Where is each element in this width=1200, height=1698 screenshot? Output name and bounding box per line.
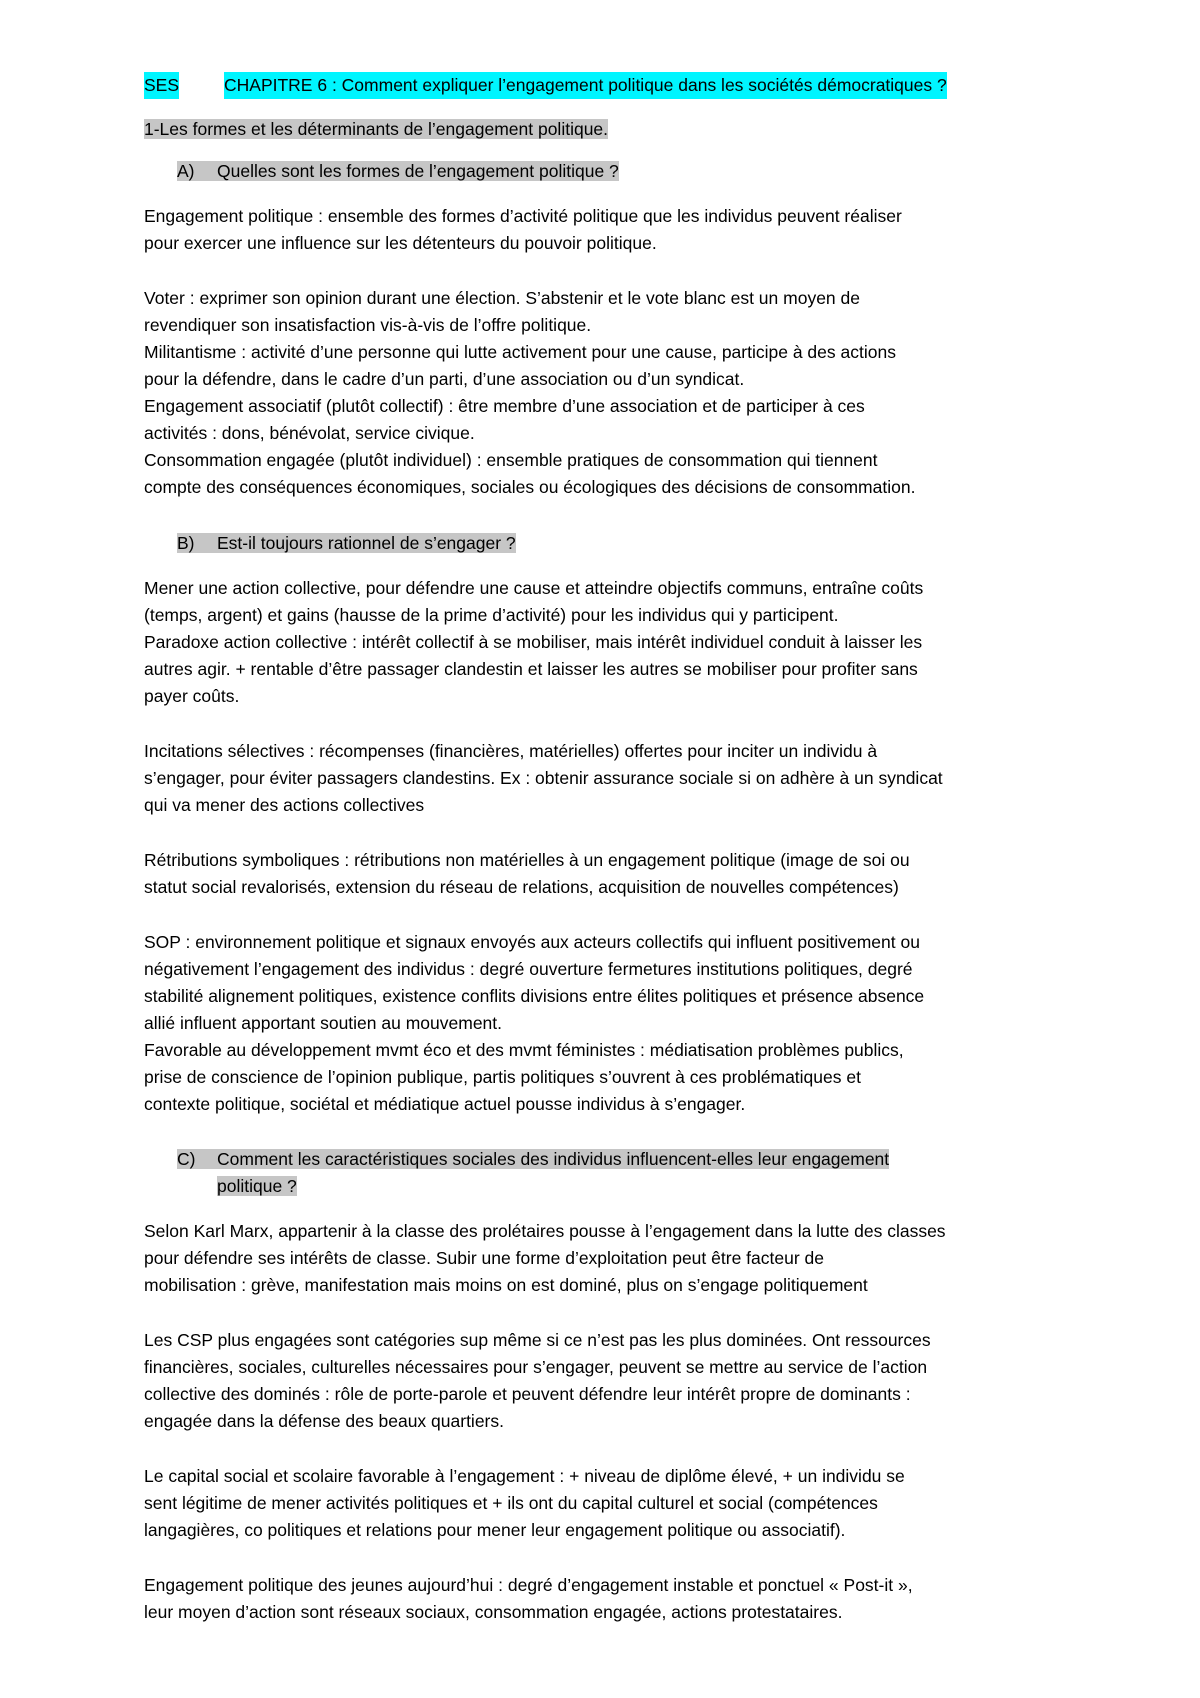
paragraph-line: payer coûts. — [144, 686, 240, 706]
paragraph-line: langagières, co politiques et relations pour mener leur engagement politique ou associatif). — [144, 1520, 846, 1540]
paragraph-line: Les CSP plus engagées sont catégories sup même si ce n’est pas les plus dominées. Ont ressources — [144, 1330, 931, 1350]
subsection-c-heading-continued — [217, 1173, 297, 1200]
paragraph-line: SOP : environnement politique et signaux envoyés aux acteurs collectifs qui influent positivement ou — [144, 932, 920, 952]
paragraph-line: sent légitime de mener activités politiques et + ils ont du capital culturel et social (compétences — [144, 1493, 878, 1513]
paragraph-line: Engagement politique : ensemble des formes d’activité politique que les individus peuvent réaliser — [144, 206, 902, 226]
paragraph-line: Paradoxe action collective : intérêt collectif à se mobiliser, mais intérêt individuel conduit à laisser les — [144, 632, 923, 652]
subsection-c-title-line1: Comment les caractéristiques sociales des individus influencent-elles leur engagement — [217, 1149, 890, 1169]
paragraph-line: pour exercer une influence sur les détenteurs du pouvoir politique. — [144, 233, 657, 253]
paragraph-line: compte des conséquences économiques, sociales ou écologiques des décisions de consommation. — [144, 477, 916, 497]
paragraph-line: Engagement associatif (plutôt collectif) : être membre d’une association et de participer à ces — [144, 396, 865, 416]
subsection-b-title: Est-il toujours rationnel de s’engager ? — [217, 533, 516, 553]
subsection-b-label: B) — [177, 533, 195, 553]
paragraph-line: revendiquer son insatisfaction vis-à-vis de l’offre politique. — [144, 315, 592, 335]
section-1-title: 1-Les formes et les déterminants de l’engagement politique. — [144, 119, 609, 139]
paragraph-line: pour défendre ses intérêts de classe. Subir une forme d’exploitation peut être facteur de — [144, 1248, 824, 1268]
paragraph-line: Voter : exprimer son opinion durant une élection. S’abstenir et le vote blanc est un moyen de — [144, 288, 860, 308]
paragraph-line: autres agir. + rentable d’être passager clandestin et laisser les autres se mobiliser pour profiter sans — [144, 659, 918, 679]
paragraph-line: Militantisme : activité d’une personne qui lutte activement pour une cause, participe à des actions — [144, 342, 896, 362]
paragraph-line: négativement l’engagement des individus : degré ouverture fermetures institutions politiques, degré — [144, 959, 913, 979]
paragraph-line: mobilisation : grève, manifestation mais moins on est dominé, plus on s’engage politiquement — [144, 1275, 868, 1295]
paragraph-line: allié influent apportant soutien au mouvement. — [144, 1013, 503, 1033]
paragraph-line: (temps, argent) et gains (hausse de la prime d’activité) pour les individus qui y participent. — [144, 605, 839, 625]
paragraph-line: pour la défendre, dans le cadre d’un parti, d’une association ou d’un syndicat. — [144, 369, 745, 389]
paragraph-line: Mener une action collective, pour défendre une cause et atteindre objectifs communs, entraîne coûts — [144, 578, 924, 598]
paragraph-line: Engagement politique des jeunes aujourd’hui : degré d’engagement instable et ponctuel « Post-it », — [144, 1575, 913, 1595]
subject-label: SES — [144, 72, 179, 99]
subsection-c-title-line2: politique ? — [217, 1176, 297, 1196]
subsection-a-label: A) — [177, 161, 195, 181]
paragraph-line: contexte politique, sociétal et médiatique actuel pousse individus à s’engager. — [144, 1094, 746, 1114]
paragraph-line: collective des dominés : rôle de porte-parole et peuvent défendre leur intérêt propre de dominants : — [144, 1384, 911, 1404]
paragraph-line: stabilité alignement politiques, existence conflits divisions entre élites politiques et présence absence — [144, 986, 925, 1006]
subsection-c-heading — [177, 1146, 889, 1173]
paragraph-line: Selon Karl Marx, appartenir à la classe des prolétaires pousse à l’engagement dans la lutte des classes — [144, 1221, 946, 1241]
subsection-a-heading — [177, 158, 619, 185]
paragraph-line: financières, sociales, culturelles nécessaires pour s’engager, peuvent se mettre au service de l’action — [144, 1357, 928, 1377]
paragraph-line: Favorable au développement mvmt éco et des mvmt féministes : médiatisation problèmes publics, — [144, 1040, 904, 1060]
paragraph-line: Le capital social et scolaire favorable à l’engagement : + niveau de diplôme élevé, + un individu se — [144, 1466, 905, 1486]
paragraph-line: prise de conscience de l’opinion publique, partis politiques s’ouvrent à ces problématiques et — [144, 1067, 861, 1087]
paragraph-line: statut social revalorisés, extension du réseau de relations, acquisition de nouvelles compétences) — [144, 877, 899, 897]
paragraph-line: engagée dans la défense des beaux quartiers. — [144, 1411, 504, 1431]
paragraph-line: leur moyen d’action sont réseaux sociaux, consommation engagée, actions protestataires. — [144, 1602, 843, 1622]
paragraph-line: s’engager, pour éviter passagers clandestins. Ex : obtenir assurance sociale si on adhère à un syndicat — [144, 768, 943, 788]
paragraph-line: Rétributions symboliques : rétributions non matérielles à un engagement politique (image de soi ou — [144, 850, 910, 870]
subsection-c-label: C) — [177, 1149, 196, 1169]
chapter-title: CHAPITRE 6 : Comment expliquer l’engagement politique dans les sociétés démocratiques ? — [224, 72, 947, 99]
subsection-b-heading — [177, 530, 516, 557]
paragraph-line: activités : dons, bénévolat, service civique. — [144, 423, 475, 443]
paragraph-line: qui va mener des actions collectives — [144, 795, 425, 815]
paragraph-line: Incitations sélectives : récompenses (financières, matérielles) offertes pour inciter un individu à — [144, 741, 878, 761]
section-heading — [144, 116, 1064, 143]
subsection-a-title: Quelles sont les formes de l’engagement politique ? — [217, 161, 619, 181]
paragraph-line: Consommation engagée (plutôt individuel) : ensemble pratiques de consommation qui tiennent — [144, 450, 878, 470]
